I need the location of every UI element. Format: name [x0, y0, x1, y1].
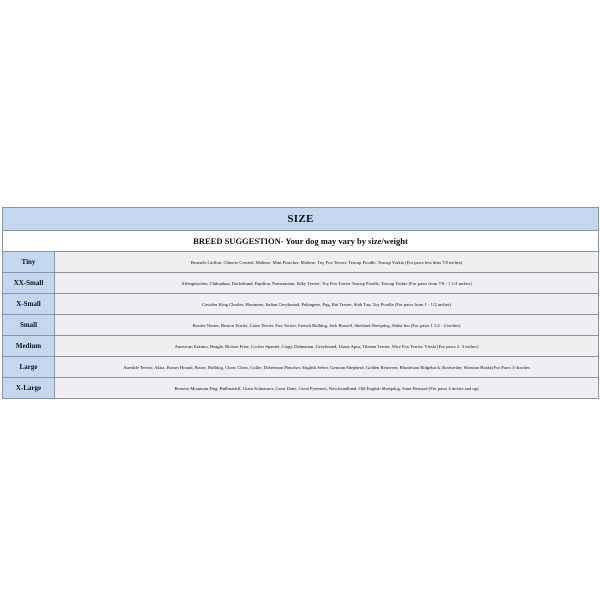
size-label-small: Small: [3, 315, 55, 336]
table-row: [3, 252, 599, 273]
table-subtitle: BREED SUGGESTION- Your dog may vary by size/weight: [3, 231, 599, 252]
table-row: [3, 294, 599, 315]
breed-list-x-large: Bernese Mountain Dog, Bullmastiff, Giant Schnauzer, Great Dane, Great Pyrenees, Newfoundland, Old English Sheepdog, Saint Bernard (For paws 4 inches and up): [55, 378, 599, 399]
table-row: [3, 378, 599, 399]
table-row: [3, 315, 599, 336]
table-row: [3, 357, 599, 378]
size-label-x-large: X-Large: [3, 378, 55, 399]
breed-list-xx-small: Affenpinscher, Chihuahua, Dachshund, Papillon, Pomeranian, Silky Terrier, Toy Fox Terrier Teacup Poodle, Teacup Yorkie (For paws from 7/8 - 1 1/4 inches): [55, 273, 599, 294]
size-chart-table: [2, 207, 599, 399]
size-label-tiny: Tiny: [3, 252, 55, 273]
size-label-x-small: X-Small: [3, 294, 55, 315]
breed-list-medium: American Eskimo, Beagle, Bichon Frise, Cocker Spaniel, Corgi, Dalmatian, Greyhound, Lhasa Apso, Tibetan Terrier, Wire Fox Terrier, Vizsla (For paws 2 -3 inches): [55, 336, 599, 357]
breed-list-small: Border Terrier, Boston Terrier, Cairn Terrier, Fox Terrier, French Bulldog, Jack Russell, Shetland Sheepdog, Shiba Inu (For paws 1 1/2 - 2 inches): [55, 315, 599, 336]
breed-list-x-small: Cavalier King Charles, Havanese, Italian Greyhound, Pekingese, Pug, Rat Terrier, Shih Tzu, Toy Poodle (For paws from 1 - 1/2 inches): [55, 294, 599, 315]
title-row: [3, 208, 599, 231]
table-title: SIZE: [3, 208, 599, 231]
table-row: [3, 273, 599, 294]
breed-list-large: Airedale Terrier, Akita, Basset Hound, Boxer, Bulldog, Chow Chow, Collie, Doberman Pinscher, English Setter, German Shepherd, Golden Retriever, Rhodesian Ridgeback, Rottweiler, Siberian Husky(For Paws 3-4inches: [55, 357, 599, 378]
breed-list-tiny: Brussels Griffon, Chinese Crested, Maltese, Mini Pinscher, Maltese, Toy Fox Terrier, Teacup Poodle, Teacup Yorkie (For paws less than 7/8 inches): [55, 252, 599, 273]
subtitle-row: [3, 231, 599, 252]
size-label-xx-small: XX-Small: [3, 273, 55, 294]
size-chart-body: [3, 208, 599, 399]
size-label-medium: Medium: [3, 336, 55, 357]
size-label-large: Large: [3, 357, 55, 378]
table-row: [3, 336, 599, 357]
